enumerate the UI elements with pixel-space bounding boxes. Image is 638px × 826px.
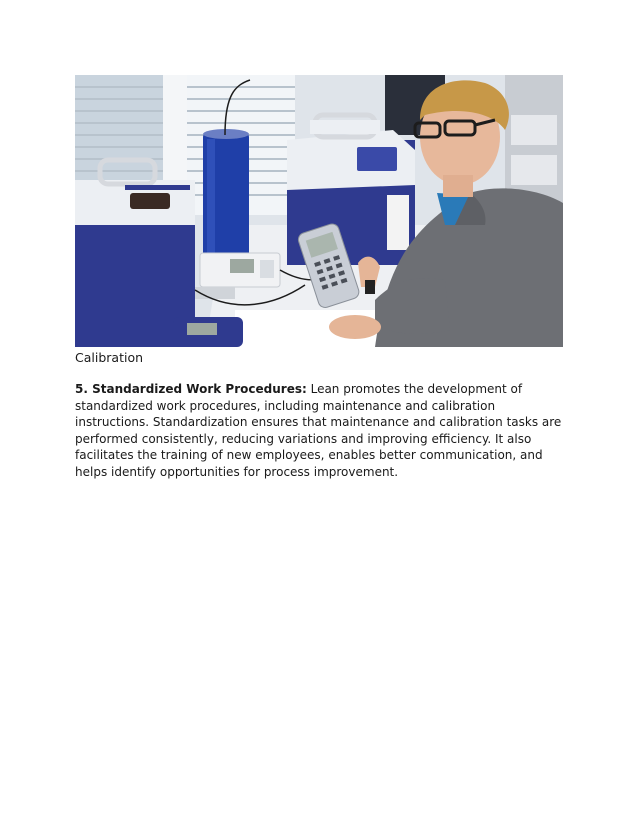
- calibration-photo: [75, 75, 563, 347]
- section-heading: 5. Standardized Work Procedures:: [75, 382, 307, 396]
- figure-caption: Calibration: [75, 350, 144, 365]
- section-body: Lean promotes the development of standardized work procedures, including maintenance and calibration instructions. Standardization ensures that maintenance and calibration tasks are performed consistently, reducing variations and improving efficiency. It also facilitates the training of new employees, enables better communication, and helps identify opportunities for process improvement.: [75, 382, 562, 479]
- section-paragraph: [75, 381, 565, 480]
